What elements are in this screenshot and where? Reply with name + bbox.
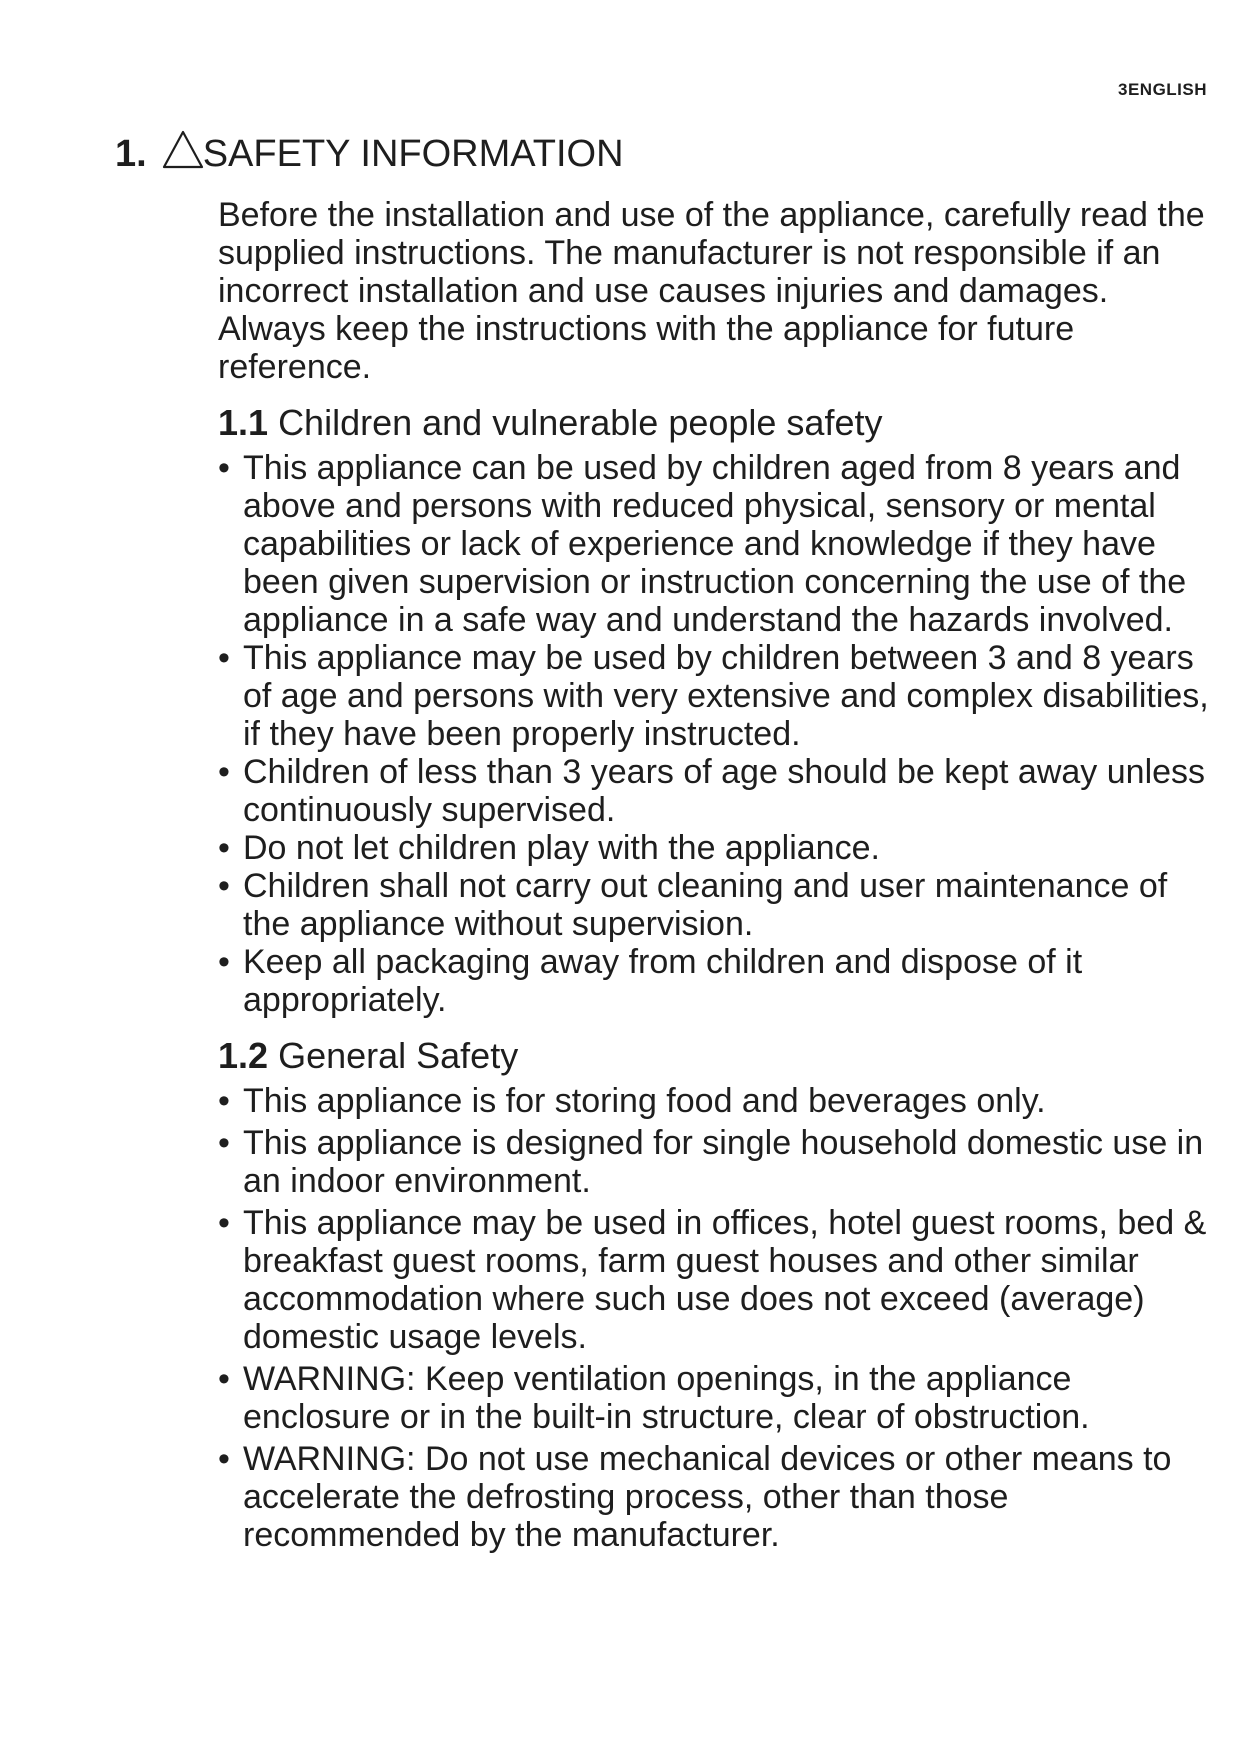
document-body (218, 196, 1218, 1558)
subsection-title-children-safety (218, 401, 1218, 445)
page-header-label: 3ENGLISH (1118, 80, 1208, 99)
list-item: • Children of less than 3 years of age should be kept away unless continuously supervised. (218, 753, 1218, 829)
list-item: • WARNING: Do not use mechanical devices or other means to accelerate the defrosting process, other than those recommended by the manufacturer. (218, 1440, 1218, 1554)
list-item: • This appliance is for storing food and beverages only. (218, 1082, 1218, 1120)
intro-paragraph: Before the installation and use of the appliance, carefully read the supplied instructions. The manufacturer is not responsible if an incorrect installation and use causes injuries and damages. Always keep the instructions with the appliance for future reference. (218, 196, 1205, 386)
list-item: • This appliance is designed for single household domestic use in an indoor environment. (218, 1124, 1218, 1200)
list-item: • Keep all packaging away from children and dispose of it appropriately. (218, 943, 1218, 1019)
list-item: • This appliance can be used by children aged from 8 years and above and persons with reduced physical, sensory or mental capabilities or lack of experience and knowledge if they have been given supervision or instruction concerning the use of the appliance in a safe way and understand the hazards involved. (218, 449, 1218, 639)
subsection-number: 1.2 (218, 1035, 269, 1076)
general-safety-list (218, 1082, 1218, 1554)
children-safety-list (218, 449, 1218, 1019)
subsection-title-text: Children and vulnerable people safety (278, 402, 883, 443)
subsection-number: 1.1 (218, 402, 269, 443)
section-title (115, 128, 624, 184)
list-item: • WARNING: Keep ventilation openings, in the appliance enclosure or in the built-in structure, clear of obstruction. (218, 1360, 1218, 1436)
section-title-text: SAFETY INFORMATION (202, 133, 624, 175)
list-item: • Children shall not carry out cleaning and user maintenance of the appliance without supervision. (218, 867, 1218, 943)
section-number: 1. (115, 133, 147, 175)
list-item: • This appliance may be used by children between 3 and 8 years of age and persons with very extensive and complex disabilities, if they have been properly instructed. (218, 639, 1218, 753)
subsection-title-text: General Safety (278, 1035, 519, 1076)
list-item: • Do not let children play with the appliance. (218, 829, 1218, 867)
list-item: • This appliance may be used in offices, hotel guest rooms, bed & breakfast guest rooms, farm guest houses and other similar accommodation where such use does not exceed (average) domestic usage levels. (218, 1204, 1218, 1356)
warning-triangle-icon (161, 128, 205, 184)
subsection-title-general-safety (218, 1034, 1218, 1078)
